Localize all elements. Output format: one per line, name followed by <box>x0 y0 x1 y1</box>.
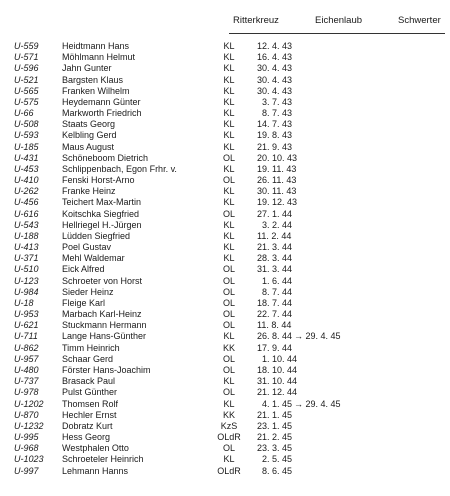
ritterkreuz-date: 28. 3. 44 <box>257 253 293 264</box>
list-item <box>0 276 450 287</box>
list-item <box>0 264 450 275</box>
list-item <box>0 153 450 164</box>
header-ritterkreuz: Ritterkreuz <box>233 15 279 26</box>
commander-name: Franken Wilhelm <box>62 85 130 96</box>
boat-number: U-571 <box>14 52 39 63</box>
commander-name: Teichert Max-Martin <box>62 197 142 208</box>
rank: KL <box>223 253 235 264</box>
commander-name: Dobratz Kurt <box>62 420 113 431</box>
ritterkreuz-date: 21. 9. 43 <box>257 141 293 152</box>
rank: OL <box>222 364 235 375</box>
rank: KL <box>223 331 235 342</box>
boat-number: U-593 <box>14 130 39 141</box>
rank: OL <box>222 320 235 331</box>
rank: KL <box>223 74 235 85</box>
commander-name: Heydemann Günter <box>62 96 141 107</box>
boat-number: U-984 <box>14 286 39 297</box>
rank: OL <box>222 443 235 454</box>
rank: KL <box>223 186 235 197</box>
rank: KL <box>223 163 235 174</box>
commander-name: Förster Hans-Joachim <box>62 364 151 375</box>
boat-number: U-480 <box>14 364 39 375</box>
ritterkreuz-date: 17. 9. 44 <box>257 342 293 353</box>
list-item <box>0 75 450 86</box>
rank: OLdR <box>217 432 241 443</box>
ritterkreuz-date: 31. 3. 44 <box>257 264 293 275</box>
ritterkreuz-date: 21. 1. 45 <box>257 409 293 420</box>
rank: KL <box>223 242 235 253</box>
list-item <box>0 298 450 309</box>
boat-number: U-957 <box>14 353 39 364</box>
commander-name: Timm Heinrich <box>62 342 120 353</box>
commander-name: Schaar Gerd <box>62 353 114 364</box>
boat-number: U-18 <box>14 297 34 308</box>
list-item <box>0 119 450 130</box>
list-item <box>0 186 450 197</box>
header-eichenlaub: Eichenlaub <box>315 15 363 26</box>
rank: OL <box>222 387 235 398</box>
rank: OLdR <box>217 465 241 476</box>
ritterkreuz-date: 8. 6. 45 <box>262 465 293 476</box>
ritterkreuz-date: 1. 6. 44 <box>262 275 293 286</box>
commander-name: Schlippenbach, Egon Frhr. v. <box>62 163 177 174</box>
ritterkreuz-date: 21. 3. 44 <box>257 242 293 253</box>
boat-number: U-123 <box>14 275 39 286</box>
rank: KL <box>223 52 235 63</box>
list-item <box>0 365 450 376</box>
commander-name: Sieder Heinz <box>62 286 114 297</box>
ritterkreuz-date: 19. 8. 43 <box>257 130 293 141</box>
ritterkreuz-date: 18. 10. 44 <box>257 364 298 375</box>
boat-number: U-1202 <box>14 398 44 409</box>
rank: KL <box>223 85 235 96</box>
commander-name: Koitschka Siegfried <box>62 208 140 219</box>
commander-name: Bargsten Klaus <box>62 74 124 85</box>
commander-name: Hechler Ernst <box>62 409 117 420</box>
list-item <box>0 86 450 97</box>
commander-name: Lüdden Siegfried <box>62 230 131 241</box>
commander-name: Heidtmann Hans <box>62 41 130 51</box>
ritterkreuz-date: 12. 4. 43 <box>257 41 293 51</box>
boat-number: U-711 <box>14 331 38 342</box>
ritterkreuz-date: 23. 1. 45 <box>257 420 293 431</box>
list-item <box>0 164 450 175</box>
rank: KL <box>223 454 235 465</box>
boat-number: U-410 <box>14 175 39 186</box>
list-item <box>0 410 450 421</box>
ritterkreuz-date: 22. 7. 44 <box>257 309 293 320</box>
list-item <box>0 63 450 74</box>
rank: OL <box>222 286 235 297</box>
ritterkreuz-date: 3. 2. 44 <box>262 219 293 230</box>
boat-number: U-431 <box>14 152 39 163</box>
ritterkreuz-date: 30. 11. 43 <box>257 186 297 197</box>
rank: KL <box>223 219 235 230</box>
commander-name: Kelbling Gerd <box>62 130 117 141</box>
eichenlaub-date: → 29. 4. 45 <box>294 398 341 409</box>
commander-name: Franke Heinz <box>62 186 116 197</box>
boat-number: U-66 <box>14 108 34 119</box>
rank: OL <box>222 264 235 275</box>
list-item <box>0 421 450 432</box>
list-item <box>0 432 450 443</box>
commander-name: Brasack Paul <box>62 376 116 387</box>
ritterkreuz-date: 4. 1. 45 <box>262 398 293 409</box>
ritterkreuz-date: 27. 1. 44 <box>257 208 293 219</box>
ritterkreuz-date: 3. 7. 43 <box>262 96 293 107</box>
rank: KL <box>223 398 235 409</box>
boat-number: U-995 <box>14 432 39 443</box>
boat-number: U-188 <box>14 230 39 241</box>
commander-name: Mehl Waldemar <box>62 253 125 264</box>
rank: OL <box>222 175 235 186</box>
rank: KzS <box>220 420 238 431</box>
boat-number: U-978 <box>14 387 39 398</box>
list-item <box>0 466 450 477</box>
rank: KL <box>223 108 235 119</box>
commander-name: Schroeteler Heinrich <box>62 454 144 465</box>
boat-number: U-1023 <box>14 454 44 465</box>
commander-name: Lehmann Hanns <box>62 465 129 476</box>
list-item <box>0 454 450 465</box>
commander-name: Marbach Karl-Heinz <box>62 309 142 320</box>
boat-number: U-737 <box>14 376 39 387</box>
boat-number: U-262 <box>14 186 39 197</box>
column-header <box>0 15 450 29</box>
boat-number: U-565 <box>14 85 39 96</box>
list-item <box>0 309 450 320</box>
boat-number: U-510 <box>14 264 39 275</box>
list-item <box>0 343 450 354</box>
rank: OL <box>222 208 235 219</box>
commander-name: Schöneboom Dietrich <box>62 152 149 163</box>
ritterkreuz-date: 19. 11. 43 <box>257 163 297 174</box>
commander-name: Thomsen Rolf <box>62 398 119 409</box>
list-item <box>0 108 450 119</box>
boat-number: U-621 <box>14 320 39 331</box>
ritterkreuz-date: 30. 4. 43 <box>257 63 293 74</box>
ritterkreuz-date: 11. 2. 44 <box>257 230 292 241</box>
boat-number: U-371 <box>14 253 39 264</box>
rank: KL <box>223 197 235 208</box>
commander-name: Lange Hans-Günther <box>62 331 147 342</box>
list-item <box>0 320 450 331</box>
ritterkreuz-date: 8. 7. 43 <box>262 108 293 119</box>
ritterkreuz-date: 16. 4. 43 <box>257 52 293 63</box>
list-item <box>0 231 450 242</box>
list-item <box>0 387 450 398</box>
commander-name: Hellriegel H.-Jürgen <box>62 219 142 230</box>
list-item <box>0 376 450 387</box>
rank: OL <box>222 309 235 320</box>
ritterkreuz-date: 26. 11. 43 <box>257 175 297 186</box>
boat-number: U-521 <box>14 74 39 85</box>
boat-number: U-185 <box>14 141 39 152</box>
commander-name: Fenski Horst-Arno <box>62 175 135 186</box>
ritterkreuz-date: 20. 10. 43 <box>257 152 298 163</box>
commander-name: Stuckmann Hermann <box>62 320 147 331</box>
boat-number: U-575 <box>14 96 39 107</box>
commander-name: Pulst Günther <box>62 387 118 398</box>
list-item <box>0 443 450 454</box>
rank: OL <box>222 353 235 364</box>
ritterkreuz-date: 8. 7. 44 <box>262 286 293 297</box>
ritterkreuz-date: 21. 12. 44 <box>257 387 298 398</box>
list-item <box>0 52 450 63</box>
boat-number: U-596 <box>14 63 39 74</box>
commander-name: Schroeter von Horst <box>62 275 143 286</box>
rank: KK <box>222 342 235 353</box>
rank: KL <box>223 41 235 51</box>
rank: KL <box>223 141 235 152</box>
header-schwerter: Schwerter <box>398 15 441 26</box>
rank: KL <box>223 119 235 130</box>
boat-number: U-616 <box>14 208 39 219</box>
ritterkreuz-date: 26. 8. 44 <box>257 331 293 342</box>
list-item <box>0 41 450 52</box>
award-list <box>0 41 450 477</box>
list-item <box>0 130 450 141</box>
commander-name: Hess Georg <box>62 432 111 443</box>
list-item <box>0 175 450 186</box>
boat-number: U-508 <box>14 119 39 130</box>
ritterkreuz-date: 2. 5. 45 <box>262 454 293 465</box>
header-rule <box>229 33 445 34</box>
ritterkreuz-date: 23. 3. 45 <box>257 443 293 454</box>
ritterkreuz-date: 21. 2. 45 <box>257 432 293 443</box>
commander-name: Staats Georg <box>62 119 116 130</box>
ritterkreuz-date: 1. 10. 44 <box>262 353 298 364</box>
boat-number: U-413 <box>14 242 39 253</box>
list-item <box>0 97 450 108</box>
commander-name: Fleige Karl <box>62 297 106 308</box>
ritterkreuz-date: 11. 8. 44 <box>257 320 292 331</box>
rank: KK <box>222 409 235 420</box>
boat-number: U-953 <box>14 309 39 320</box>
commander-name: Jahn Gunter <box>62 63 112 74</box>
ritterkreuz-date: 30. 4. 43 <box>257 85 293 96</box>
rank: KL <box>223 96 235 107</box>
rank: KL <box>223 130 235 141</box>
ritterkreuz-date: 19. 12. 43 <box>257 197 298 208</box>
boat-number: U-543 <box>14 219 39 230</box>
boat-number: U-870 <box>14 409 39 420</box>
boat-number: U-968 <box>14 443 39 454</box>
rank: OL <box>222 297 235 308</box>
ritterkreuz-date: 30. 4. 43 <box>257 74 293 85</box>
commander-name: Maus August <box>62 141 115 152</box>
eichenlaub-date: → 29. 4. 45 <box>294 331 341 342</box>
list-item <box>0 331 450 342</box>
list-item <box>0 197 450 208</box>
boat-number: U-559 <box>14 41 39 51</box>
commander-name: Möhlmann Helmut <box>62 52 136 63</box>
list-item <box>0 209 450 220</box>
commander-name: Poel Gustav <box>62 242 112 253</box>
ritterkreuz-date: 14. 7. 43 <box>257 119 293 130</box>
rank: OL <box>222 152 235 163</box>
list-item <box>0 242 450 253</box>
boat-number: U-453 <box>14 163 39 174</box>
boat-number: U-862 <box>14 342 39 353</box>
rank: KL <box>223 376 235 387</box>
list-item <box>0 142 450 153</box>
list-item <box>0 287 450 298</box>
boat-number: U-997 <box>14 465 39 476</box>
boat-number: U-456 <box>14 197 39 208</box>
list-item <box>0 354 450 365</box>
ritterkreuz-date: 31. 10. 44 <box>257 376 298 387</box>
list-item <box>0 220 450 231</box>
rank: KL <box>223 230 235 241</box>
ritterkreuz-date: 18. 7. 44 <box>257 297 293 308</box>
boat-number: U-1232 <box>14 420 44 431</box>
list-item <box>0 253 450 264</box>
rank: OL <box>222 275 235 286</box>
commander-name: Markworth Friedrich <box>62 108 142 119</box>
list-item <box>0 399 450 410</box>
rank: KL <box>223 63 235 74</box>
commander-name: Eick Alfred <box>62 264 105 275</box>
commander-name: Westphalen Otto <box>62 443 129 454</box>
